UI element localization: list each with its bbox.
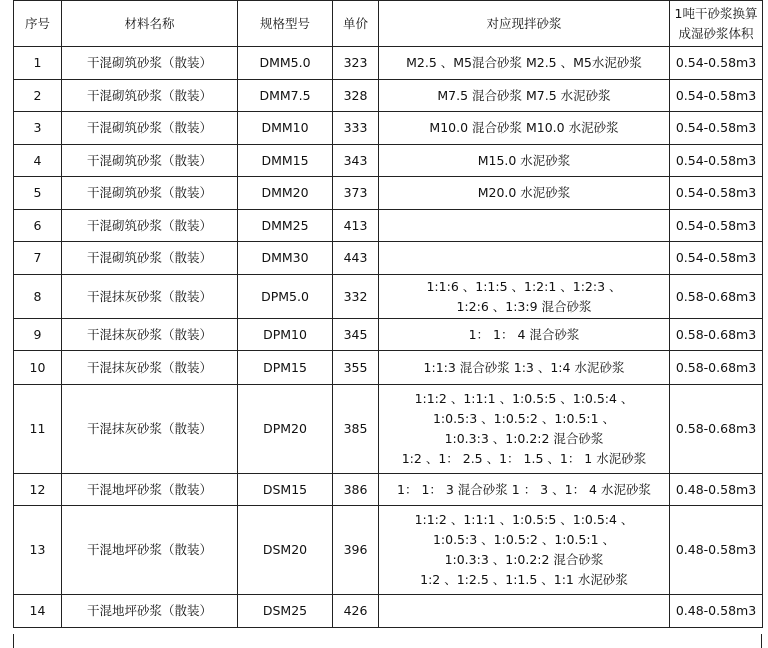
cell-mortar [379, 474, 670, 506]
cell-mortar [379, 506, 670, 595]
cell-price: 373 [333, 177, 379, 210]
header-volume-line1: 1吨干砂浆换算 [674, 5, 758, 21]
cell-price: 355 [333, 351, 379, 385]
header-mortar: 对应现拌砂浆 [379, 1, 670, 47]
cell-price: 333 [333, 112, 379, 145]
table-row [14, 145, 763, 177]
cell-volume: 0.58-0.68m3 [670, 385, 763, 474]
cell-price: 332 [333, 275, 379, 319]
cell-material: 干混砌筑砂浆（散装） [62, 242, 238, 275]
cell-index: 9 [14, 319, 62, 351]
cell-material: 干混抹灰砂浆（散装） [62, 319, 238, 351]
cell-material: 干混地坪砂浆（散装） [62, 474, 238, 506]
cell-model: DMM30 [238, 242, 333, 275]
cell-model: DPM10 [238, 319, 333, 351]
cell-material: 干混砌筑砂浆（散装） [62, 80, 238, 112]
mortar-line: M2.5 、M5混合砂浆 M2.5 、M5水泥砂浆 [406, 55, 642, 70]
cell-material: 干混地坪砂浆（散装） [62, 506, 238, 595]
cell-material: 干混砌筑砂浆（散装） [62, 177, 238, 210]
header-index: 序号 [14, 1, 62, 47]
cell-volume: 0.54-0.58m3 [670, 112, 763, 145]
cell-volume: 0.54-0.58m3 [670, 47, 763, 80]
mortar-line: 1:0.3:3 、1:0.2:2 混合砂浆 [444, 552, 604, 567]
cell-mortar [379, 275, 670, 319]
cell-index: 10 [14, 351, 62, 385]
header-volume-line2: 成湿砂浆体积 [678, 25, 754, 41]
cell-model: DMM10 [238, 112, 333, 145]
cell-price: 323 [333, 47, 379, 80]
cell-volume: 0.58-0.68m3 [670, 319, 763, 351]
mortar-line: 1:2:6 、1:3:9 混合砂浆 [456, 298, 592, 314]
cell-index: 8 [14, 275, 62, 319]
header-material: 材料名称 [62, 1, 238, 47]
cell-model: DMM7.5 [238, 80, 333, 112]
cell-model: DMM15 [238, 145, 333, 177]
header-price: 单价 [333, 1, 379, 47]
cell-mortar [379, 385, 670, 474]
table-row [14, 595, 763, 628]
table-row [14, 474, 763, 506]
table-body [14, 47, 763, 628]
table-row [14, 80, 763, 112]
mortar-line: 1:0.5:3 、1:0.5:2 、1:0.5:1 、 [432, 411, 616, 426]
cell-price: 413 [333, 210, 379, 242]
mortar-line: M15.0 水泥砂浆 [477, 152, 571, 168]
cell-volume: 0.54-0.58m3 [670, 177, 763, 210]
cell-model: DMM20 [238, 177, 333, 210]
cell-mortar [379, 145, 670, 177]
cell-model: DPM20 [238, 385, 333, 474]
cell-material: 干混砌筑砂浆（散装） [62, 112, 238, 145]
cell-material: 干混抹灰砂浆（散装） [62, 385, 238, 474]
cell-index: 1 [14, 47, 62, 80]
table-row [14, 506, 763, 595]
mortar-price-table [13, 0, 763, 628]
mortar-line: M20.0 水泥砂浆 [477, 185, 571, 200]
cell-index: 12 [14, 474, 62, 506]
cell-material: 干混砌筑砂浆（散装） [62, 145, 238, 177]
mortar-line: M10.0 混合砂浆 M10.0 水泥砂浆 [429, 120, 619, 135]
cell-mortar [379, 80, 670, 112]
cell-model: DSM25 [238, 595, 333, 628]
table-row [14, 210, 763, 242]
cell-volume: 0.54-0.58m3 [670, 145, 763, 177]
mortar-line: 1:2 、1:2.5 、1:1.5 、1:1 水泥砂浆 [420, 572, 628, 587]
cell-volume: 0.58-0.68m3 [670, 351, 763, 385]
cell-material: 干混砌筑砂浆（散装） [62, 47, 238, 80]
cell-mortar [379, 210, 670, 242]
cell-index: 13 [14, 506, 62, 595]
header-model: 规格型号 [238, 1, 333, 47]
table-row [14, 112, 763, 145]
cell-mortar [379, 47, 670, 80]
mortar-line: 1:1:2 、1:1:1 、1:0.5:5 、1:0.5:4 、 [414, 391, 634, 406]
table-row [14, 319, 763, 351]
cell-volume: 0.48-0.58m3 [670, 506, 763, 595]
table-row [14, 385, 763, 474]
cell-index: 2 [14, 80, 62, 112]
cell-index: 14 [14, 595, 62, 628]
cell-mortar [379, 595, 670, 628]
cell-model: DPM15 [238, 351, 333, 385]
cell-mortar [379, 351, 670, 385]
mortar-line: 1:2 、1： 2.5 、1： 1.5 、1： 1 水泥砂浆 [401, 451, 647, 466]
cell-volume: 0.58-0.68m3 [670, 275, 763, 319]
cell-price: 345 [333, 319, 379, 351]
cell-index: 11 [14, 385, 62, 474]
cell-material: 干混抹灰砂浆（散装） [62, 275, 238, 319]
cell-mortar [379, 112, 670, 145]
table-continuation [13, 634, 762, 648]
cell-index: 4 [14, 145, 62, 177]
cell-price: 426 [333, 595, 379, 628]
cell-mortar [379, 319, 670, 351]
cell-index: 7 [14, 242, 62, 275]
cell-index: 3 [14, 112, 62, 145]
cell-price: 443 [333, 242, 379, 275]
cell-volume: 0.54-0.58m3 [670, 80, 763, 112]
cell-model: DSM20 [238, 506, 333, 595]
cell-volume: 0.48-0.58m3 [670, 595, 763, 628]
mortar-line: 1:0.3:3 、1:0.2:2 混合砂浆 [444, 431, 604, 446]
cell-volume: 0.54-0.58m3 [670, 210, 763, 242]
cell-model: DMM5.0 [238, 47, 333, 80]
mortar-line: 1:0.5:3 、1:0.5:2 、1:0.5:1 、 [432, 532, 616, 547]
table-row [14, 351, 763, 385]
cell-price: 343 [333, 145, 379, 177]
cell-price: 328 [333, 80, 379, 112]
cell-price: 385 [333, 385, 379, 474]
cell-material: 干混抹灰砂浆（散装） [62, 351, 238, 385]
table-row [14, 242, 763, 275]
cell-material: 干混地坪砂浆（散装） [62, 595, 238, 628]
cell-material: 干混砌筑砂浆（散装） [62, 210, 238, 242]
mortar-line: 1:1:3 混合砂浆 1:3 、1:4 水泥砂浆 [423, 359, 625, 375]
header-volume [670, 1, 763, 47]
cell-index: 6 [14, 210, 62, 242]
mortar-line: 1:1:2 、1:1:1 、1:0.5:5 、1:0.5:4 、 [414, 512, 634, 527]
table-header [14, 1, 763, 47]
cell-price: 396 [333, 506, 379, 595]
cell-model: DMM25 [238, 210, 333, 242]
cell-mortar [379, 242, 670, 275]
table-row [14, 275, 763, 319]
table-row [14, 47, 763, 80]
mortar-line: 1： 1： 4 混合砂浆 [468, 326, 580, 342]
cell-price: 386 [333, 474, 379, 506]
mortar-line: M7.5 混合砂浆 M7.5 水泥砂浆 [437, 87, 611, 103]
cell-model: DSM15 [238, 474, 333, 506]
cell-volume: 0.54-0.58m3 [670, 242, 763, 275]
cell-index: 5 [14, 177, 62, 210]
cell-model: DPM5.0 [238, 275, 333, 319]
table-row [14, 177, 763, 210]
mortar-line: 1:1:6 、1:1:5 、1:2:1 、1:2:3 、 [426, 278, 622, 294]
cell-mortar [379, 177, 670, 210]
cell-volume: 0.48-0.58m3 [670, 474, 763, 506]
mortar-line: 1： 1： 3 混合砂浆 1 ： 3 、1： 4 水泥砂浆 [397, 481, 651, 497]
